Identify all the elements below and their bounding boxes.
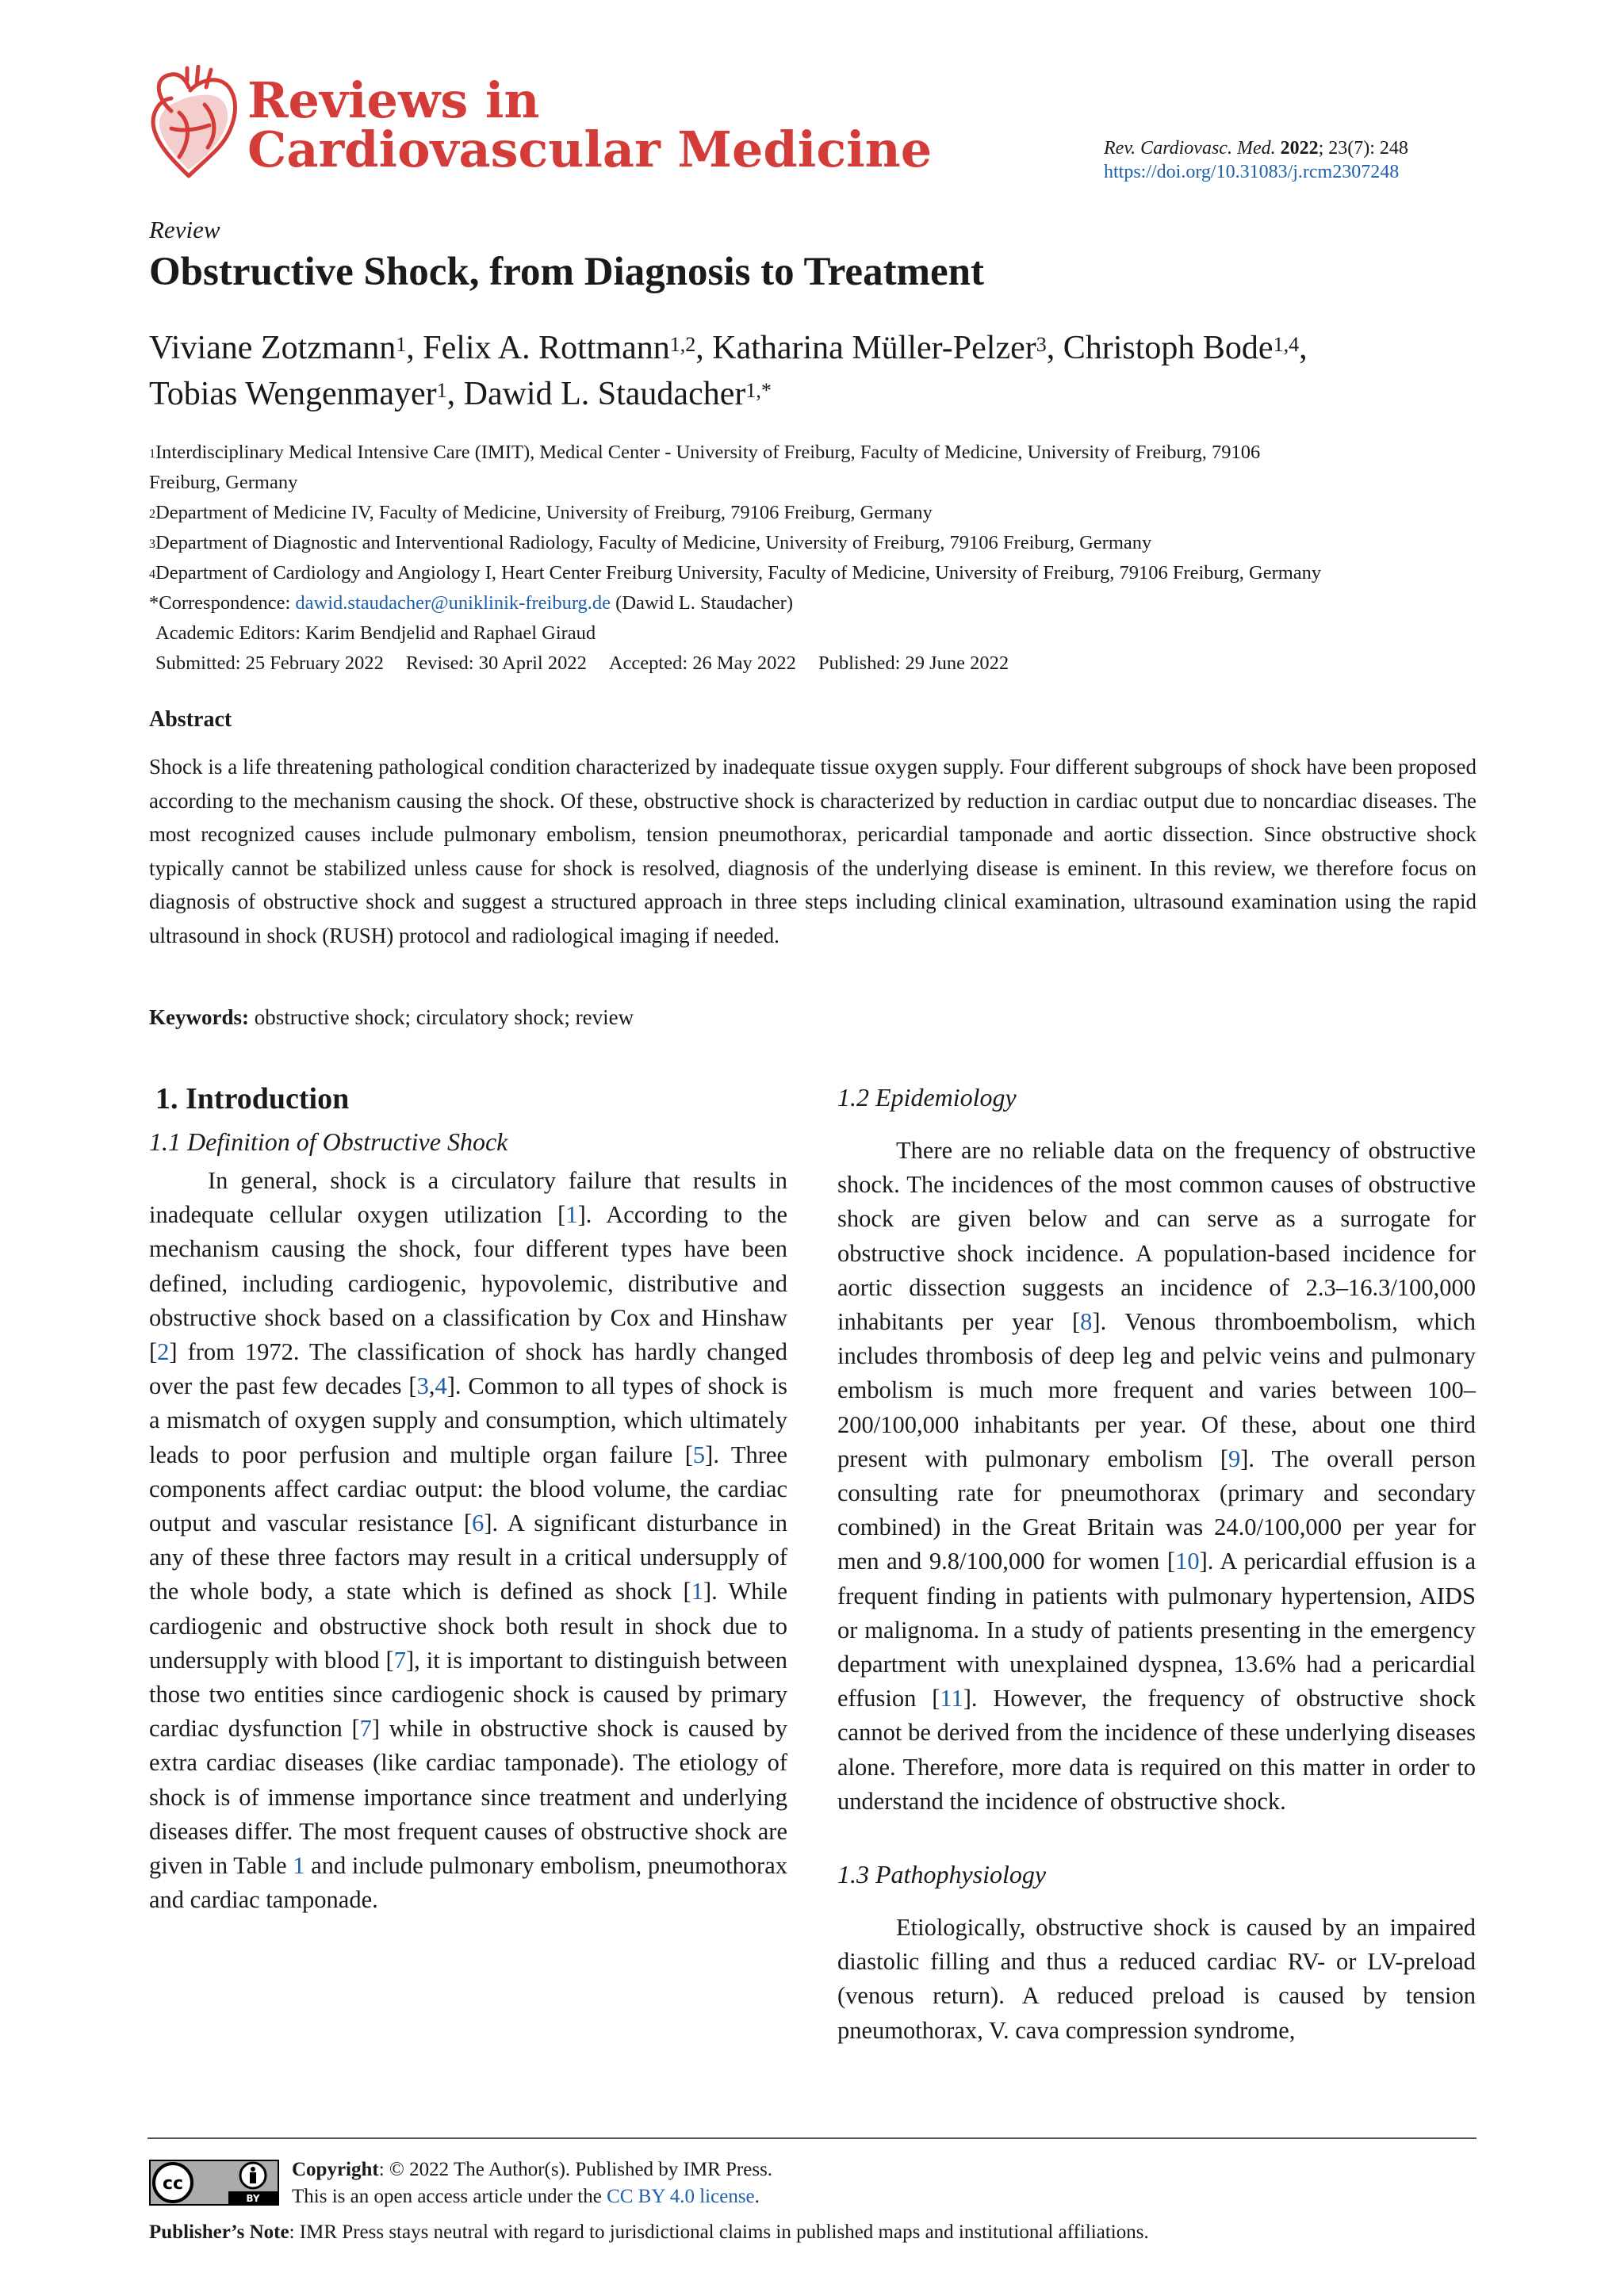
abstract-heading: Abstract — [149, 707, 232, 732]
footer-divider — [147, 2137, 1477, 2139]
svg-text:cc: cc — [162, 2174, 184, 2194]
author-name: Dawid L. Staudacher — [463, 376, 746, 412]
article-type: Review — [149, 216, 220, 243]
author-name: Christoph Bode — [1063, 330, 1274, 366]
date-published: Published: 29 June 2022 — [818, 652, 1009, 674]
abstract-text: Shock is a life threatening pathological condition characterized by inadequate tissue oxygen supply. Four different subgroups of shock have been proposed according to the mechanism causing the shock. Of these, obstructive shock is characterized by reduction in cardiac output due to noncardiac diseases. The most recognized causes include pulmonary embolism, tension pneumothorax, pericardial tamponade and aortic dissection. Since obstructive shock typically cannot be stabilized unless cause for shock is resolved, diagnosis of the underlying disease is eminent. In this review, we therefore focus on diagnosis of obstructive shock and suggest a structured approach in three steps including clinical examination, ultrasound examination using the rapid ultrasound in shock (RUSH) protocol and radiological imaging if needed. — [149, 755, 1477, 947]
date-revised: Revised: 30 April 2022 — [405, 652, 587, 674]
journal-name — [247, 71, 933, 178]
reference-link[interactable]: 8 — [1080, 1308, 1093, 1336]
journal-name-line2: Cardiovascular Medicine — [247, 121, 933, 178]
heart-logo-icon — [147, 65, 243, 184]
reference-link[interactable]: 9 — [1228, 1445, 1241, 1472]
author-name: Katharina Müller-Pelzer — [712, 330, 1036, 366]
reference-link[interactable]: 7 — [393, 1646, 406, 1674]
subsection-heading-epidemiology: 1.2 Epidemiology — [837, 1083, 1017, 1112]
affiliation-1-cont: Freiburg, Germany — [149, 472, 298, 493]
reference-link[interactable]: 10 — [1175, 1548, 1200, 1575]
citation-block — [1104, 136, 1408, 184]
table-link[interactable]: 1 — [293, 1852, 305, 1880]
cc-by-license-icon — [149, 2160, 279, 2206]
copyright-label: Copyright — [292, 2159, 379, 2180]
citation-year: 2022 — [1280, 138, 1319, 159]
publisher-note-label: Publisher’s Note — [149, 2221, 289, 2243]
author-name: Felix A. Rottmann — [423, 330, 670, 366]
date-submitted: Submitted: 25 February 2022 — [155, 652, 384, 674]
paragraph-definition: In general, shock is a circulatory failure that results in inadequate cellular oxygen utilization [1]. According to the mechanism causing the shock, four different types have been defined, including cardiogenic, hypovolemic, distributive and obstructive shock based on a classification by Cox and Hinshaw [2] from 1972. The classification of shock has hardly changed over the past few decades [3,4]. Common to all types of shock is a mismatch of oxygen supply and consumption, which ultimately leads to poor perfusion and multiple organ failure [5]. Three components affect cardiac output: the blood volume, the cardiac output and vascular resistance [6]. A significant disturbance in any of these three factors may result in a critical undersupply of the whole body, a state which is defined as shock [1]. While cardiogenic and obstructive shock both result in shock due to undersupply with blood [7], it is important to distinguish between those two entities since cardiogenic shock is caused by primary cardiac dysfunction [7] while in obstructive shock is caused by extra cardiac diseases (like cardiac tamponade). The etiology of shock is of immense importance since treatment and underlying diseases differ. The most frequent causes of obstructive shock are given in Table 1 and include pulmonary embolism, pneumothorax and cardiac tamponade. — [149, 1167, 788, 1914]
subsection-heading-definition: 1.1 Definition of Obstructive Shock — [149, 1127, 508, 1156]
journal-name-line1: Reviews in — [247, 71, 540, 129]
doi-link[interactable]: https://doi.org/10.31083/j.rcm2307248 — [1104, 162, 1400, 182]
article-dates — [149, 649, 1497, 679]
correspondence: *Correspondence: dawid.staudacher@uniklinik-freiburg.de (Dawid L. Staudacher) — [149, 592, 793, 614]
correspondence-email-link[interactable]: dawid.staudacher@uniklinik-freiburg.de — [295, 592, 611, 614]
keywords-label: Keywords: — [149, 1005, 249, 1029]
reference-link[interactable]: 1 — [691, 1578, 703, 1605]
section-heading-introduction: 1. Introduction — [155, 1082, 350, 1115]
publisher-note: Publisher’s Note: IMR Press stays neutral with regard to jurisdictional claims in published maps and institutional affiliations. — [149, 2221, 1149, 2243]
keywords-text: obstructive shock; circulatory shock; review — [248, 1005, 634, 1029]
reference-link[interactable]: 6 — [472, 1510, 485, 1537]
copyright-notice: Copyright: © 2022 The Author(s). Published by IMR Press. This is an open access article under the CC BY 4.0 license. — [292, 2159, 773, 2207]
author-name: Viviane Zotzmann — [149, 330, 396, 366]
paragraph-pathophysiology: Etiologically, obstructive shock is caused by an impaired diastolic filling and thus a reduced cardiac RV- or LV-preload (venous return). A reduced preload is caused by tension pneumothorax, V. cava compression syndrome, — [837, 1914, 1476, 2044]
academic-editors: Academic Editors: Karim Bendjelid and Raphael Giraud — [155, 622, 596, 644]
citation-journal: Rev. Cardiovasc. Med. — [1104, 138, 1276, 159]
license-link[interactable]: CC BY 4.0 license — [607, 2186, 755, 2207]
article-title: Obstructive Shock, from Diagnosis to Treatment — [149, 250, 985, 294]
affiliations — [149, 438, 1497, 679]
affiliation-3: $^3$Department of Diagnostic and Interventional Radiology, Faculty of Medicine, University of Freiburg, 79106 Freiburg, Germany — [149, 532, 1152, 553]
citation-volume: ; 23(7): 248 — [1318, 138, 1408, 159]
reference-link[interactable]: 2 — [157, 1338, 170, 1366]
reference-link[interactable]: 3 — [416, 1372, 429, 1400]
author-list: Viviane Zotzmann$^1$, Felix A. Rottmann$^{1,2}$, Katharina Müller-Pelzer$^3$, Christoph Bode$^{1,4}$, Tobias Wengenmayer$^1$, Dawid L. Staudacher$^{1,*}$ — [149, 330, 1308, 412]
reference-link[interactable]: 4 — [435, 1372, 447, 1400]
reference-link[interactable]: 7 — [359, 1715, 372, 1743]
affiliation-4: $^4$Department of Cardiology and Angiology I, Heart Center Freiburg University, Faculty of Medicine, University of Freiburg, 79106 Freiburg, Germany — [149, 562, 1322, 584]
keywords — [149, 1005, 634, 1030]
author-name: Tobias Wengenmayer — [149, 376, 437, 412]
right-column — [837, 1080, 1476, 2048]
subsection-heading-pathophysiology: 1.3 Pathophysiology — [837, 1860, 1047, 1889]
date-accepted: Accepted: 26 May 2022 — [608, 652, 796, 674]
affiliation-1: $^1$Interdisciplinary Medical Intensive Care (IMIT), Medical Center - University of Freiburg, Faculty of Medicine, University of Freiburg, 79106 — [149, 442, 1261, 463]
reference-link[interactable]: 1 — [565, 1201, 578, 1229]
paragraph-epidemiology: There are no reliable data on the frequency of obstructive shock. The incidences of the most common causes of obstructive shock are given below and can serve as a surrogate for obstructive shock incidence. A population-based incidence for aortic dissection suggests an incidence of 2.3–16.3/100,000 inhabitants per year [8]. Venous thromboembolism, which includes thrombosis of deep leg and pelvic veins and pulmonary embolism is much more frequent and varies between 100–200/100,000 inhabitants per year. Of these, about one third present with pulmonary embolism [9]. The overall person consulting rate for pneumothorax (primary and secondary combined) in the Great Britain was 24.0/100,000 per year for men and 9.8/100,000 for women [10]. A pericardial effusion is a frequent finding in patients with pulmonary hypertension, AIDS or malignoma. In a study of patients presenting in the emergency department with unexplained dyspnea, 13.6% had a pericardial effusion [11]. However, the frequency of obstructive shock cannot be derived from the incidence of these underlying diseases alone. Therefore, more data is required on this matter in order to understand the incidence of obstructive shock. — [837, 1137, 1476, 1815]
affiliation-2: $^2$Department of Medicine IV, Faculty of Medicine, University of Freiburg, 79106 Freiburg, Germany — [149, 502, 933, 523]
reference-link[interactable]: 11 — [940, 1685, 963, 1712]
reference-link[interactable]: 5 — [692, 1441, 706, 1468]
left-column — [149, 1080, 787, 1917]
svg-text:BY: BY — [246, 2193, 260, 2204]
